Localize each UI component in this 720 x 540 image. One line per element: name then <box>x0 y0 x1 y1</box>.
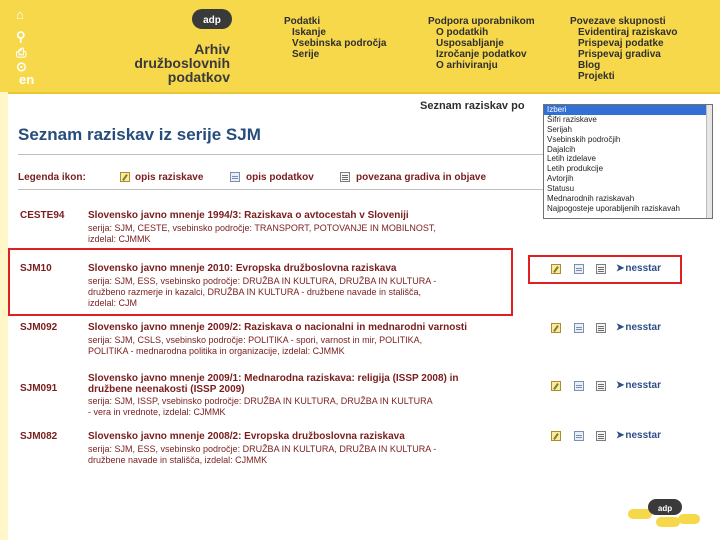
nav-group-community <box>570 16 678 82</box>
nav-heading[interactable]: Podpora uporabnikom <box>428 16 535 27</box>
nav-group-support <box>428 16 535 71</box>
sort-label: Seznam raziskav po <box>420 100 525 112</box>
study-title[interactable]: Slovensko javno mnenje 2009/1: Mednarodna raziskava: religija (ISSP 2008) in <box>88 373 459 384</box>
study-meta: izdelal: CJMMK <box>88 234 151 244</box>
nesstar-label: nesstar <box>625 430 661 441</box>
nav-heading[interactable]: Povezave skupnosti <box>570 16 666 27</box>
study-title-cont[interactable]: družbene neenakosti (ISSP 2009) <box>88 384 245 395</box>
nav-item[interactable]: Vsebinska področja <box>292 38 387 49</box>
brand-line: družboslovnih <box>134 55 230 71</box>
nav-item[interactable]: Serije <box>292 49 320 60</box>
data-description-icon[interactable] <box>574 381 584 391</box>
dropdown-option[interactable]: Mednarodnih raziskavah <box>547 194 635 204</box>
adp-logo-word: adp <box>203 15 221 26</box>
nav-item[interactable]: O arhiviranju <box>436 60 498 71</box>
study-title[interactable]: Slovensko javno mnenje 2010: Evropska družboslovna raziskava <box>88 263 397 274</box>
home-icon[interactable]: ⌂ <box>16 7 24 22</box>
nav-item[interactable]: Prispevaj podatke <box>578 38 664 49</box>
nav-group-data <box>284 16 386 60</box>
nesstar-arrow-icon: ➤ <box>616 322 625 333</box>
print-icon[interactable]: ⎙ <box>16 45 27 60</box>
nesstar-arrow-icon: ➤ <box>616 430 625 441</box>
study-meta: izdelal: CJM <box>88 298 138 308</box>
data-description-icon[interactable] <box>574 264 584 274</box>
search-icon[interactable]: ⚲ <box>16 29 26 44</box>
nav-item[interactable]: O podatkih <box>436 27 489 38</box>
sort-dropdown-list[interactable] <box>543 104 713 219</box>
study-code[interactable]: SJM091 <box>20 383 58 394</box>
nesstar-link[interactable] <box>616 380 661 391</box>
dropdown-option[interactable]: Najpogosteje uporabljenih raziskavah <box>547 203 680 213</box>
dropdown-option[interactable]: Šifri raziskave <box>547 114 597 124</box>
nesstar-arrow-icon: ➤ <box>616 263 625 274</box>
study-meta: družbene navade in stališča, izdelal: CJMMK <box>88 455 268 465</box>
brand-name[interactable] <box>58 42 230 84</box>
study-meta: serija: SJM, CSLS, vsebinsko področje: POLITIKA - spori, varnost in mir, POLITIKA, <box>88 335 423 345</box>
study-code[interactable]: SJM092 <box>20 322 58 333</box>
nesstar-link[interactable] <box>616 430 661 441</box>
nesstar-label: nesstar <box>625 380 661 391</box>
data-description-icon[interactable] <box>574 323 584 333</box>
side-icon-bar <box>0 0 40 92</box>
nav-item[interactable]: Usposabljanje <box>436 38 504 49</box>
study-meta: družbeno razmerje in kazalci, DRUŽBA IN KULTURA - družbene navade in stališča, <box>88 287 421 297</box>
study-code[interactable]: SJM10 <box>20 263 52 274</box>
brand-line: podatkov <box>167 69 230 85</box>
related-materials-icon[interactable] <box>596 381 606 391</box>
legend-item: povezana gradiva in objave <box>356 172 487 183</box>
study-description-icon[interactable] <box>551 264 561 274</box>
dropdown-option[interactable]: Izberi <box>544 105 712 115</box>
nav-item[interactable]: Evidentiraj raziskavo <box>578 27 678 38</box>
page-title: Seznam raziskav iz serije SJM <box>18 125 261 144</box>
data-description-icon <box>230 172 240 182</box>
study-description-icon[interactable] <box>551 431 561 441</box>
dropdown-option[interactable]: Letih izdelave <box>547 154 596 164</box>
study-meta: serija: SJM, ISSP, vsebinsko področje: DRUŽBA IN KULTURA, DRUŽBA IN KULTURA <box>88 396 433 406</box>
related-materials-icon[interactable] <box>596 264 606 274</box>
adp-footer-logo-word: adp <box>657 504 673 513</box>
data-description-icon[interactable] <box>574 431 584 441</box>
study-meta: serija: SJM, ESS, vsebinsko področje: DRUŽBA IN KULTURA, DRUŽBA IN KULTURA - <box>88 444 437 454</box>
nesstar-arrow-icon: ➤ <box>616 380 625 391</box>
settings-icon[interactable]: ⊙ <box>16 59 27 74</box>
nesstar-label: nesstar <box>625 263 661 274</box>
language-switch[interactable]: en <box>19 72 35 87</box>
adp-logo[interactable] <box>190 6 234 32</box>
study-meta: - vera in vrednote, izdelal: CJMMK <box>88 407 226 417</box>
dropdown-option[interactable]: Vsebinskih področjih <box>547 134 621 144</box>
brand-line: Arhiv <box>194 41 230 57</box>
study-title[interactable]: Slovensko javno mnenje 2008/2: Evropska družboslovna raziskava <box>88 431 405 442</box>
study-title[interactable]: Slovensko javno mnenje 2009/2: Raziskava o nacionalni in mednarodni varnosti <box>88 322 468 333</box>
study-meta: serija: SJM, CESTE, vsebinsko področje: TRANSPORT, POTOVANJE IN MOBILNOST, <box>88 223 436 233</box>
dropdown-option[interactable]: Avtorjih <box>547 174 574 184</box>
dropdown-option[interactable]: Statusu <box>547 184 575 194</box>
study-description-icon <box>120 172 130 182</box>
nav-heading[interactable]: Podatki <box>284 16 321 27</box>
study-title[interactable]: Slovensko javno mnenje 1994/3: Raziskava o avtocestah v Sloveniji <box>88 210 409 221</box>
nesstar-link[interactable] <box>616 263 661 274</box>
study-meta: serija: SJM, ESS, vsebinsko področje: DRUŽBA IN KULTURA, DRUŽBA IN KULTURA - <box>88 276 437 286</box>
study-description-icon[interactable] <box>551 381 561 391</box>
adp-footer-logo <box>626 492 706 532</box>
study-code[interactable]: CESTE94 <box>20 210 65 221</box>
study-description-icon[interactable] <box>551 323 561 333</box>
nav-item[interactable]: Projekti <box>578 71 615 82</box>
legend-item: opis podatkov <box>246 172 314 183</box>
nesstar-label: nesstar <box>625 322 661 333</box>
nav-item[interactable]: Blog <box>578 60 601 71</box>
header-divider <box>0 92 720 94</box>
study-meta: POLITIKA - mednarodna politika in organizacije, izdelal: CJMMK <box>88 346 345 356</box>
left-strip <box>0 92 8 540</box>
related-materials-icon[interactable] <box>596 323 606 333</box>
study-code[interactable]: SJM082 <box>20 431 58 442</box>
nesstar-link[interactable] <box>616 322 661 333</box>
nav-item[interactable]: Prispevaj gradiva <box>578 49 661 60</box>
dropdown-scrollbar[interactable] <box>706 105 712 218</box>
dropdown-option[interactable]: Serijah <box>547 124 572 134</box>
legend-item: opis raziskave <box>135 172 204 183</box>
dropdown-option[interactable]: Dajalcih <box>547 144 576 154</box>
related-materials-icon <box>340 172 350 182</box>
site-header <box>0 0 720 92</box>
related-materials-icon[interactable] <box>596 431 606 441</box>
nav-item[interactable]: Izročanje podatkov <box>436 49 527 60</box>
legend-label: Legenda ikon: <box>18 172 86 183</box>
nav-item[interactable]: Iskanje <box>292 27 326 38</box>
dropdown-option[interactable]: Letih produkcije <box>547 164 604 174</box>
